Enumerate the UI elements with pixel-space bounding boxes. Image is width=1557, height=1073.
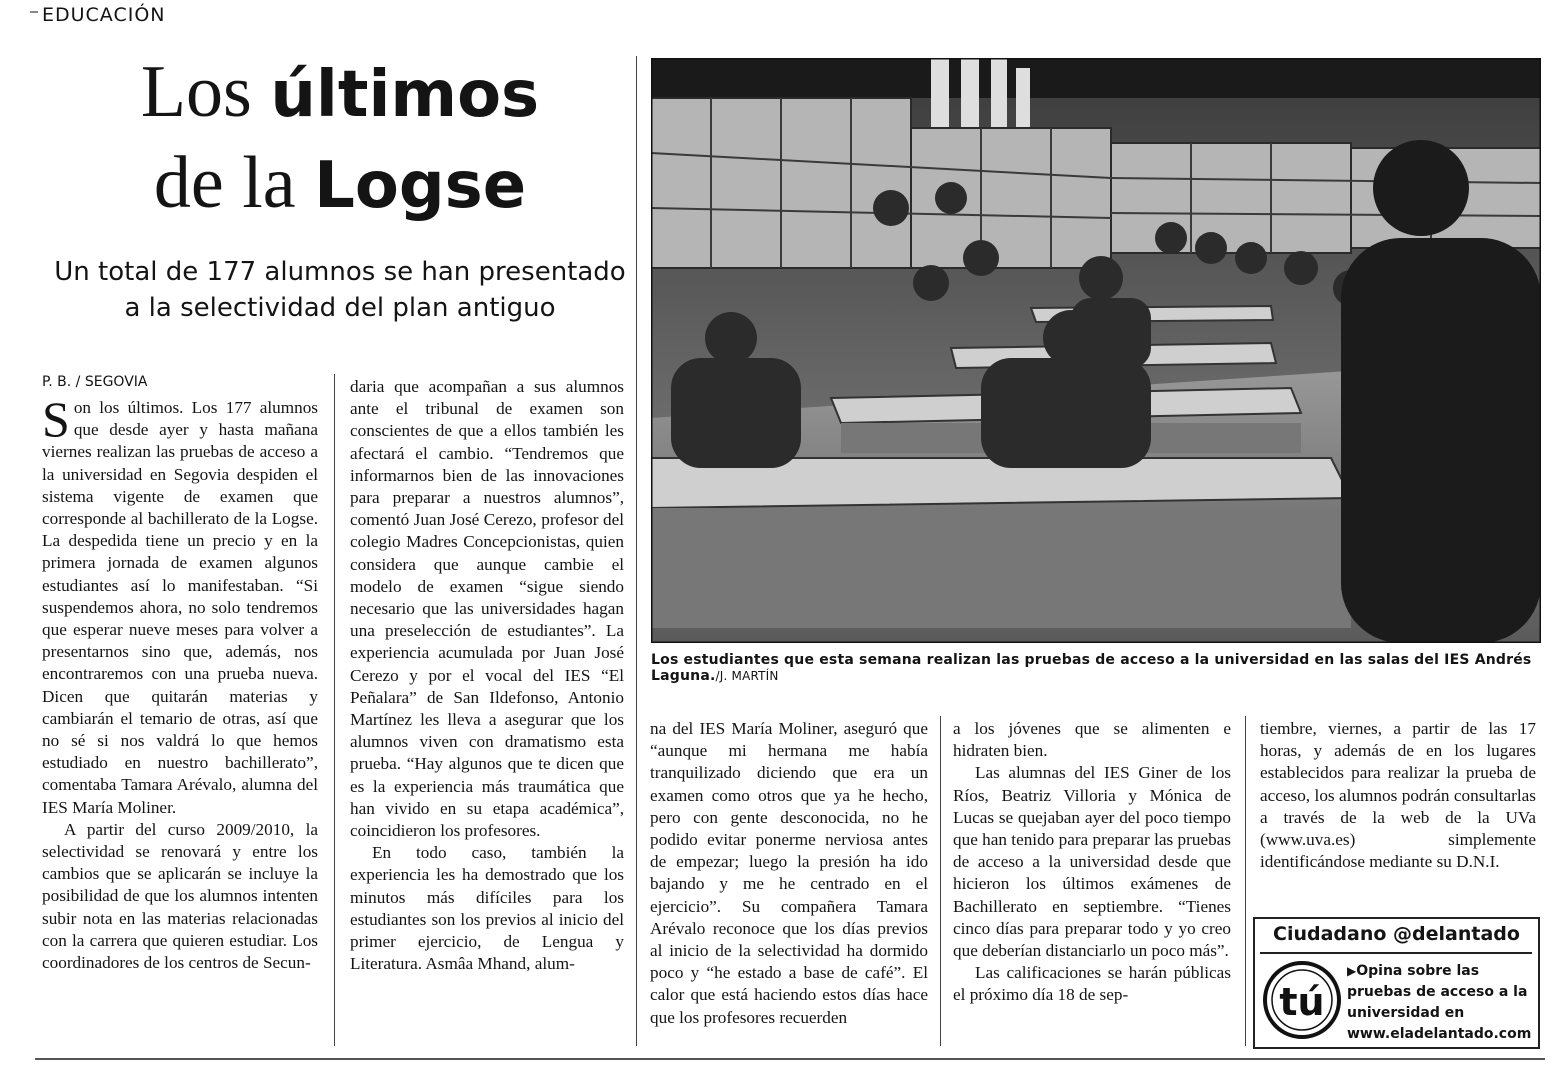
caption-text: Los estudiantes que esta semana realizan las pruebas de acceso a la universidad en las salas del IES Andrés Laguna. [651,652,1532,684]
headline [40,48,640,230]
tu-logo-icon [1261,959,1343,1041]
headline-word-bold: últimos [270,58,540,132]
article-column-2 [350,376,624,975]
column-rule [940,716,941,1046]
paragraph: daria que acompañan a sus alumnos ante el tribunal de examen son conscientes de que a ellos también les afectará el cambio. “Tendremos que informarnos bien de las innovaciones para preparar a nuestros alumnos”, comentó Juan José Cerezo, profesor del colegio Madres Concepcionistas, quien considera que aunque cambie el modelo de examen “sigue siendo necesario que las universidades hagan una preselección de estudiantes”. La experiencia acumulada por Juan José Cerezo y por el vocal del IES “El Peñalara” de San Ildefonso, Antonio Martínez les lleva a asegurar que los alumnos viven con dramatismo esta prueba. “Hay algunos que te dicen que es la experiencia más traumática que han vivido en su etapa académica”, coincidieron los profesores. [350,377,624,841]
paragraph: Las calificaciones se harán públicas el próximo día 18 de sep- [953,963,1231,1005]
promo-title: Ciudadano @delantado [1273,923,1520,945]
article-column-1 [42,391,318,974]
column-rule [636,56,637,1046]
paragraph: a los jóvenes que se alimenten e hidraten bien. [953,719,1231,761]
page-bottom-rule [35,1058,1545,1060]
promo-link[interactable]: www.eladelantado.com [1347,1026,1532,1042]
promo-text [1347,961,1535,1045]
headline-word-bold: Logse [314,149,527,223]
section-label: EDUCACIÓN [42,4,166,26]
promo-box [1253,917,1540,1049]
paragraph: A partir del curso 2009/2010, la selectividad se renovará y entre los cambios que se aplicarán se incluye la posibilidad de que los alumnos intenten subir nota en las materias relacionadas con la carrera que quieren estudiar. Los coordinadores de los centros de Secun- [42,819,318,973]
photo-credit: /J. MARTÍN [715,669,779,683]
paragraph [42,391,318,819]
byline: P. B. / SEGOVIA [42,374,148,390]
promo-divider [1260,952,1532,954]
drop-cap: S [42,391,70,447]
column-rule [334,374,335,1046]
article-column-5 [1260,718,1536,873]
article-column-4 [953,718,1231,1007]
paragraph-text: on los últimos. Los 177 alumnos que desde ayer y hasta mañana viernes realizan las pruebas de acceso a la universidad en Segovia despiden el sistema vigente de examen que corresponde al bachillerato de la Logse. La despedida tiene un precio y en la primera jornada de examen algunos estudiantes así lo manifestaban. “Si suspendemos ahora, no solo tendremos que esperar nueve meses para volver a presentarnos sino que, además, nos encontraremos con una prueba nueva. Dicen que quitarán materias y cambiarán el temario de otras, así que no sé si nos valdrá lo que hemos estudiado en nuestro bachillerato”, comentaba Tamara Arévalo, alumna del IES María Moliner. [42,398,318,817]
subheadline [30,254,650,326]
paragraph: En todo caso, también la experiencia les ha demostrado que los minutos más difíciles para los estudiantes son los previos al inicio del primer ejercicio, de Lengua y Literatura. Asmâa Mhand, alum- [350,843,624,974]
headline-word: Los [140,51,252,133]
column-rule [1245,716,1246,1046]
classroom-photo [651,58,1541,643]
subheadline-line: Un total de 177 alumnos se han presentado [54,257,626,287]
promo-message: Opina sobre las pruebas de acceso a la universidad en [1347,963,1528,1021]
article-column-3 [650,718,928,1029]
paragraph: tiembre, viernes, a partir de las 17 horas, y además de en los lugares establecidos para realizar la prueba de acceso, los alumnos podrán consultarlas a través de la web de la UVa (www.uva.es) simplemente identificándose mediante su D.N.I. [1260,719,1536,872]
paragraph: Las alumnas del IES Giner de los Ríos, Beatriz Villoria y Mónica de Lucas se quejaban ayer del poco tiempo que han tenido para preparar las pruebas de acceso a la universidad desde que hicieron los últimos exámenes de Bachillerato en septiembre. “Tienes cinco días para preparar todo y yo creo que deberían distanciarlo un poco más”. [953,763,1231,961]
section-marker [30,11,38,13]
logo-text: tú [1279,980,1325,1024]
subheadline-line: a la selectividad del plan antiguo [124,293,556,323]
photo-caption [651,652,1546,684]
arrow-icon: ▶ [1347,964,1357,978]
paragraph: na del IES María Moliner, aseguró que “aunque mi hermana me había tranquilizado diciendo que era un examen como otros que ya he hecho, pero con gente desconocida, no he podido evitar ponerme nerviosa antes de empezar; luego la presión ha ido bajando y me he centrado en el ejercicio”. Su compañera Tamara Arévalo reconoce que los días previos al inicio de la selectividad ha dormido poco y “he estado a base de café”. El calor que está haciendo estos días hace que los profesores recuerden [650,719,928,1027]
headline-word: de la [153,142,296,224]
